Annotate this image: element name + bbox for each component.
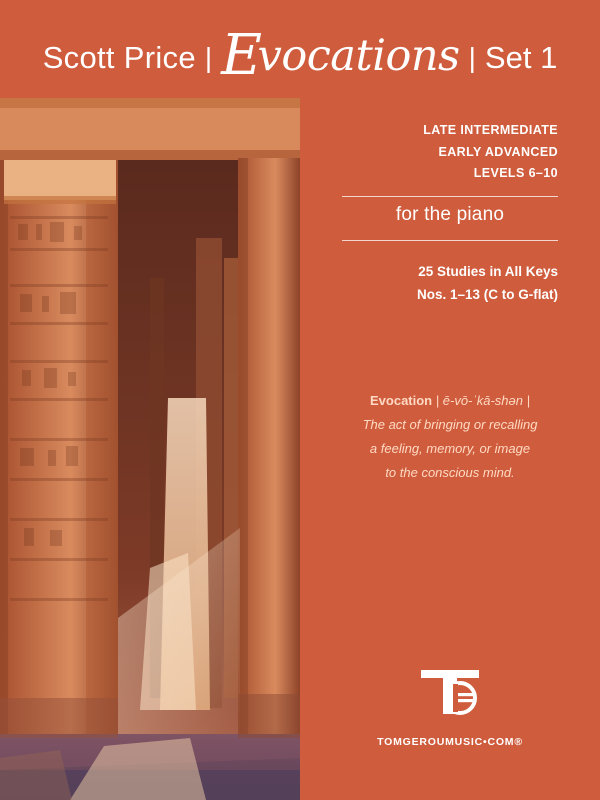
definition-headword: Evocation: [370, 393, 433, 408]
divider-rule-top: [342, 196, 558, 197]
level-line-3: LEVELS 6–10: [473, 166, 558, 180]
definition-bar-2: |: [526, 393, 530, 408]
studies-description: [338, 260, 558, 306]
definition-gloss-line-3: to the conscious mind.: [385, 465, 515, 481]
title-separator-2: |: [468, 41, 476, 73]
level-line-1: LATE INTERMEDIATE: [423, 123, 558, 137]
title-separator-1: |: [204, 41, 213, 73]
definition-gloss-line-2: a feeling, memory, or image: [369, 441, 531, 457]
work-title: [221, 19, 460, 88]
work-title-rest: vocations: [257, 30, 460, 81]
title-band: [0, 0, 600, 98]
publisher-logo: [300, 664, 600, 748]
studies-line-1: 25 Studies in All Keys: [418, 264, 558, 279]
divider-rule-bottom: [342, 240, 558, 241]
definition-pronunciation: ē-vō-ˈkā-shən: [442, 393, 523, 408]
egyptian-temple-columns-photo: [0, 98, 300, 800]
studies-line-2: Nos. 1–13 (C to G-flat): [416, 287, 558, 303]
author-name: Scott Price: [42, 39, 196, 75]
level-line-2: EARLY ADVANCED: [438, 144, 558, 159]
title-row: [42, 17, 558, 88]
tom-gerou-music-logo-icon: [415, 664, 485, 720]
set-number: Set 1: [484, 39, 558, 75]
cover-info-panel: [300, 98, 600, 800]
publisher-name: TOMGEROUMUSIC•COM®: [377, 736, 523, 748]
work-title-initial: E: [221, 22, 262, 88]
definition-bar-1: |: [435, 393, 440, 408]
definition-gloss-line-1: The act of bringing or recalling: [362, 417, 538, 433]
definition-block: [330, 390, 570, 483]
instrument-label: for the piano: [395, 204, 505, 225]
level-list: [338, 120, 558, 185]
